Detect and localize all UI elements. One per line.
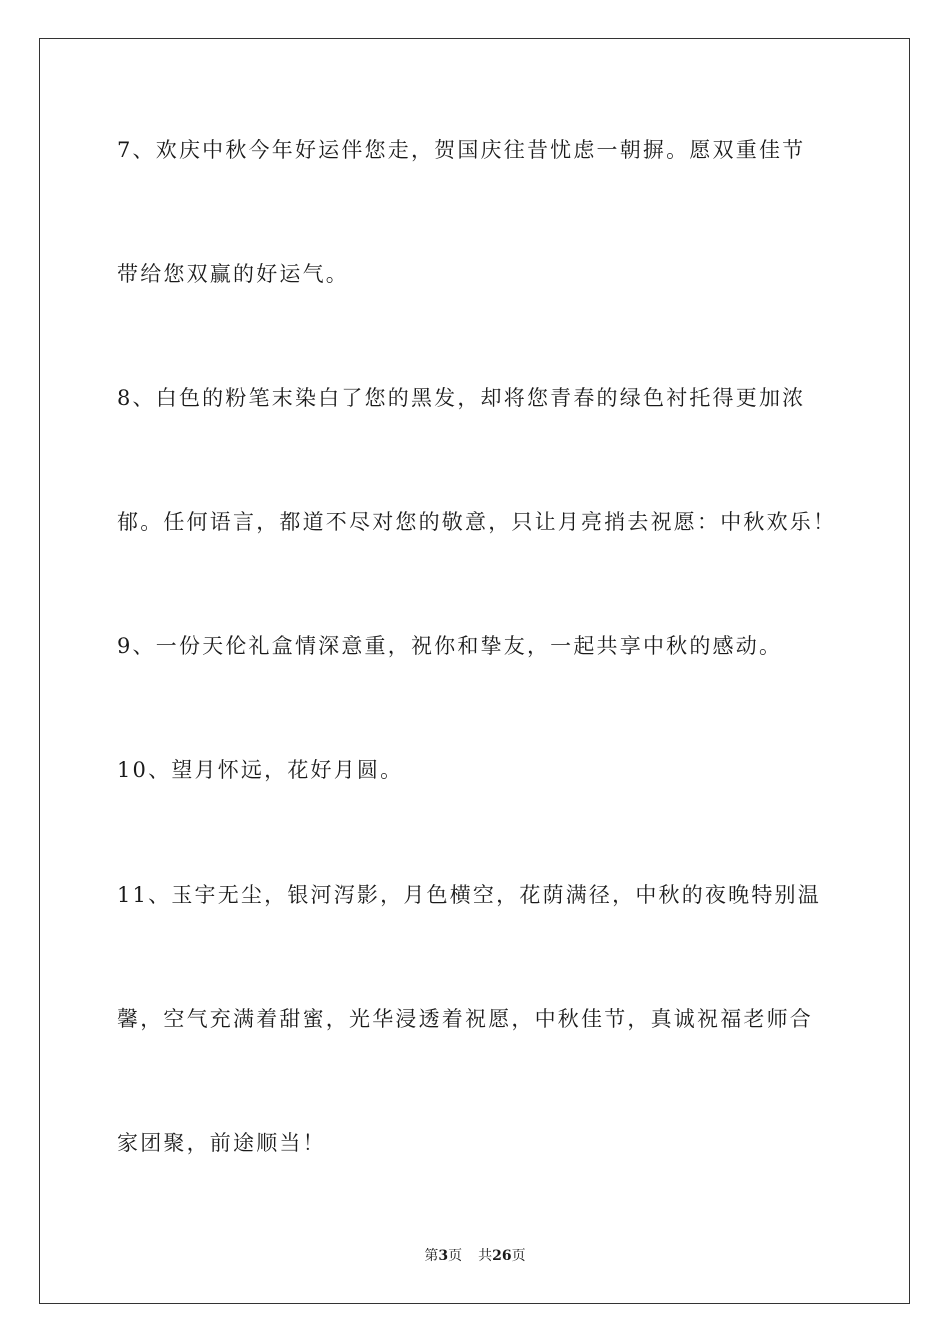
page-footer (0, 1247, 950, 1265)
text-line: 9、一份天伦礼盒情深意重，祝你和挚友，一起共享中秋的感动。 (117, 634, 783, 658)
total-prefix: 共 (478, 1248, 493, 1264)
page-number: 3 (438, 1248, 449, 1264)
page-suffix: 页 (448, 1248, 463, 1264)
text-line: 家团聚，前途顺当！ (117, 1131, 326, 1155)
text-line: 馨，空气充满着甜蜜，光华浸透着祝愿，中秋佳节，真诚祝福老师合 (117, 1007, 813, 1031)
page-border (39, 38, 910, 1304)
text-line: 8、白色的粉笔末染白了您的黑发，却将您青春的绿色衬托得更加浓 (117, 386, 806, 410)
page-prefix: 第 (424, 1248, 439, 1264)
total-suffix: 页 (511, 1248, 526, 1264)
text-line: 带给您双赢的好运气。 (117, 262, 349, 286)
text-line: 7、欢庆中秋今年好运伴您走，贺国庆往昔忧虑一朝摒。愿双重佳节 (117, 138, 806, 162)
text-line: 11、玉宇无尘，银河泻影，月色横空，花荫满径，中秋的夜晚特别温 (117, 883, 821, 907)
total-pages: 26 (492, 1248, 512, 1264)
text-line: 10、望月怀远，花好月圆。 (117, 758, 404, 782)
text-line: 郁。任何语言，都道不尽对您的敬意，只让月亮捎去祝愿：中秋欢乐！ (117, 510, 837, 534)
